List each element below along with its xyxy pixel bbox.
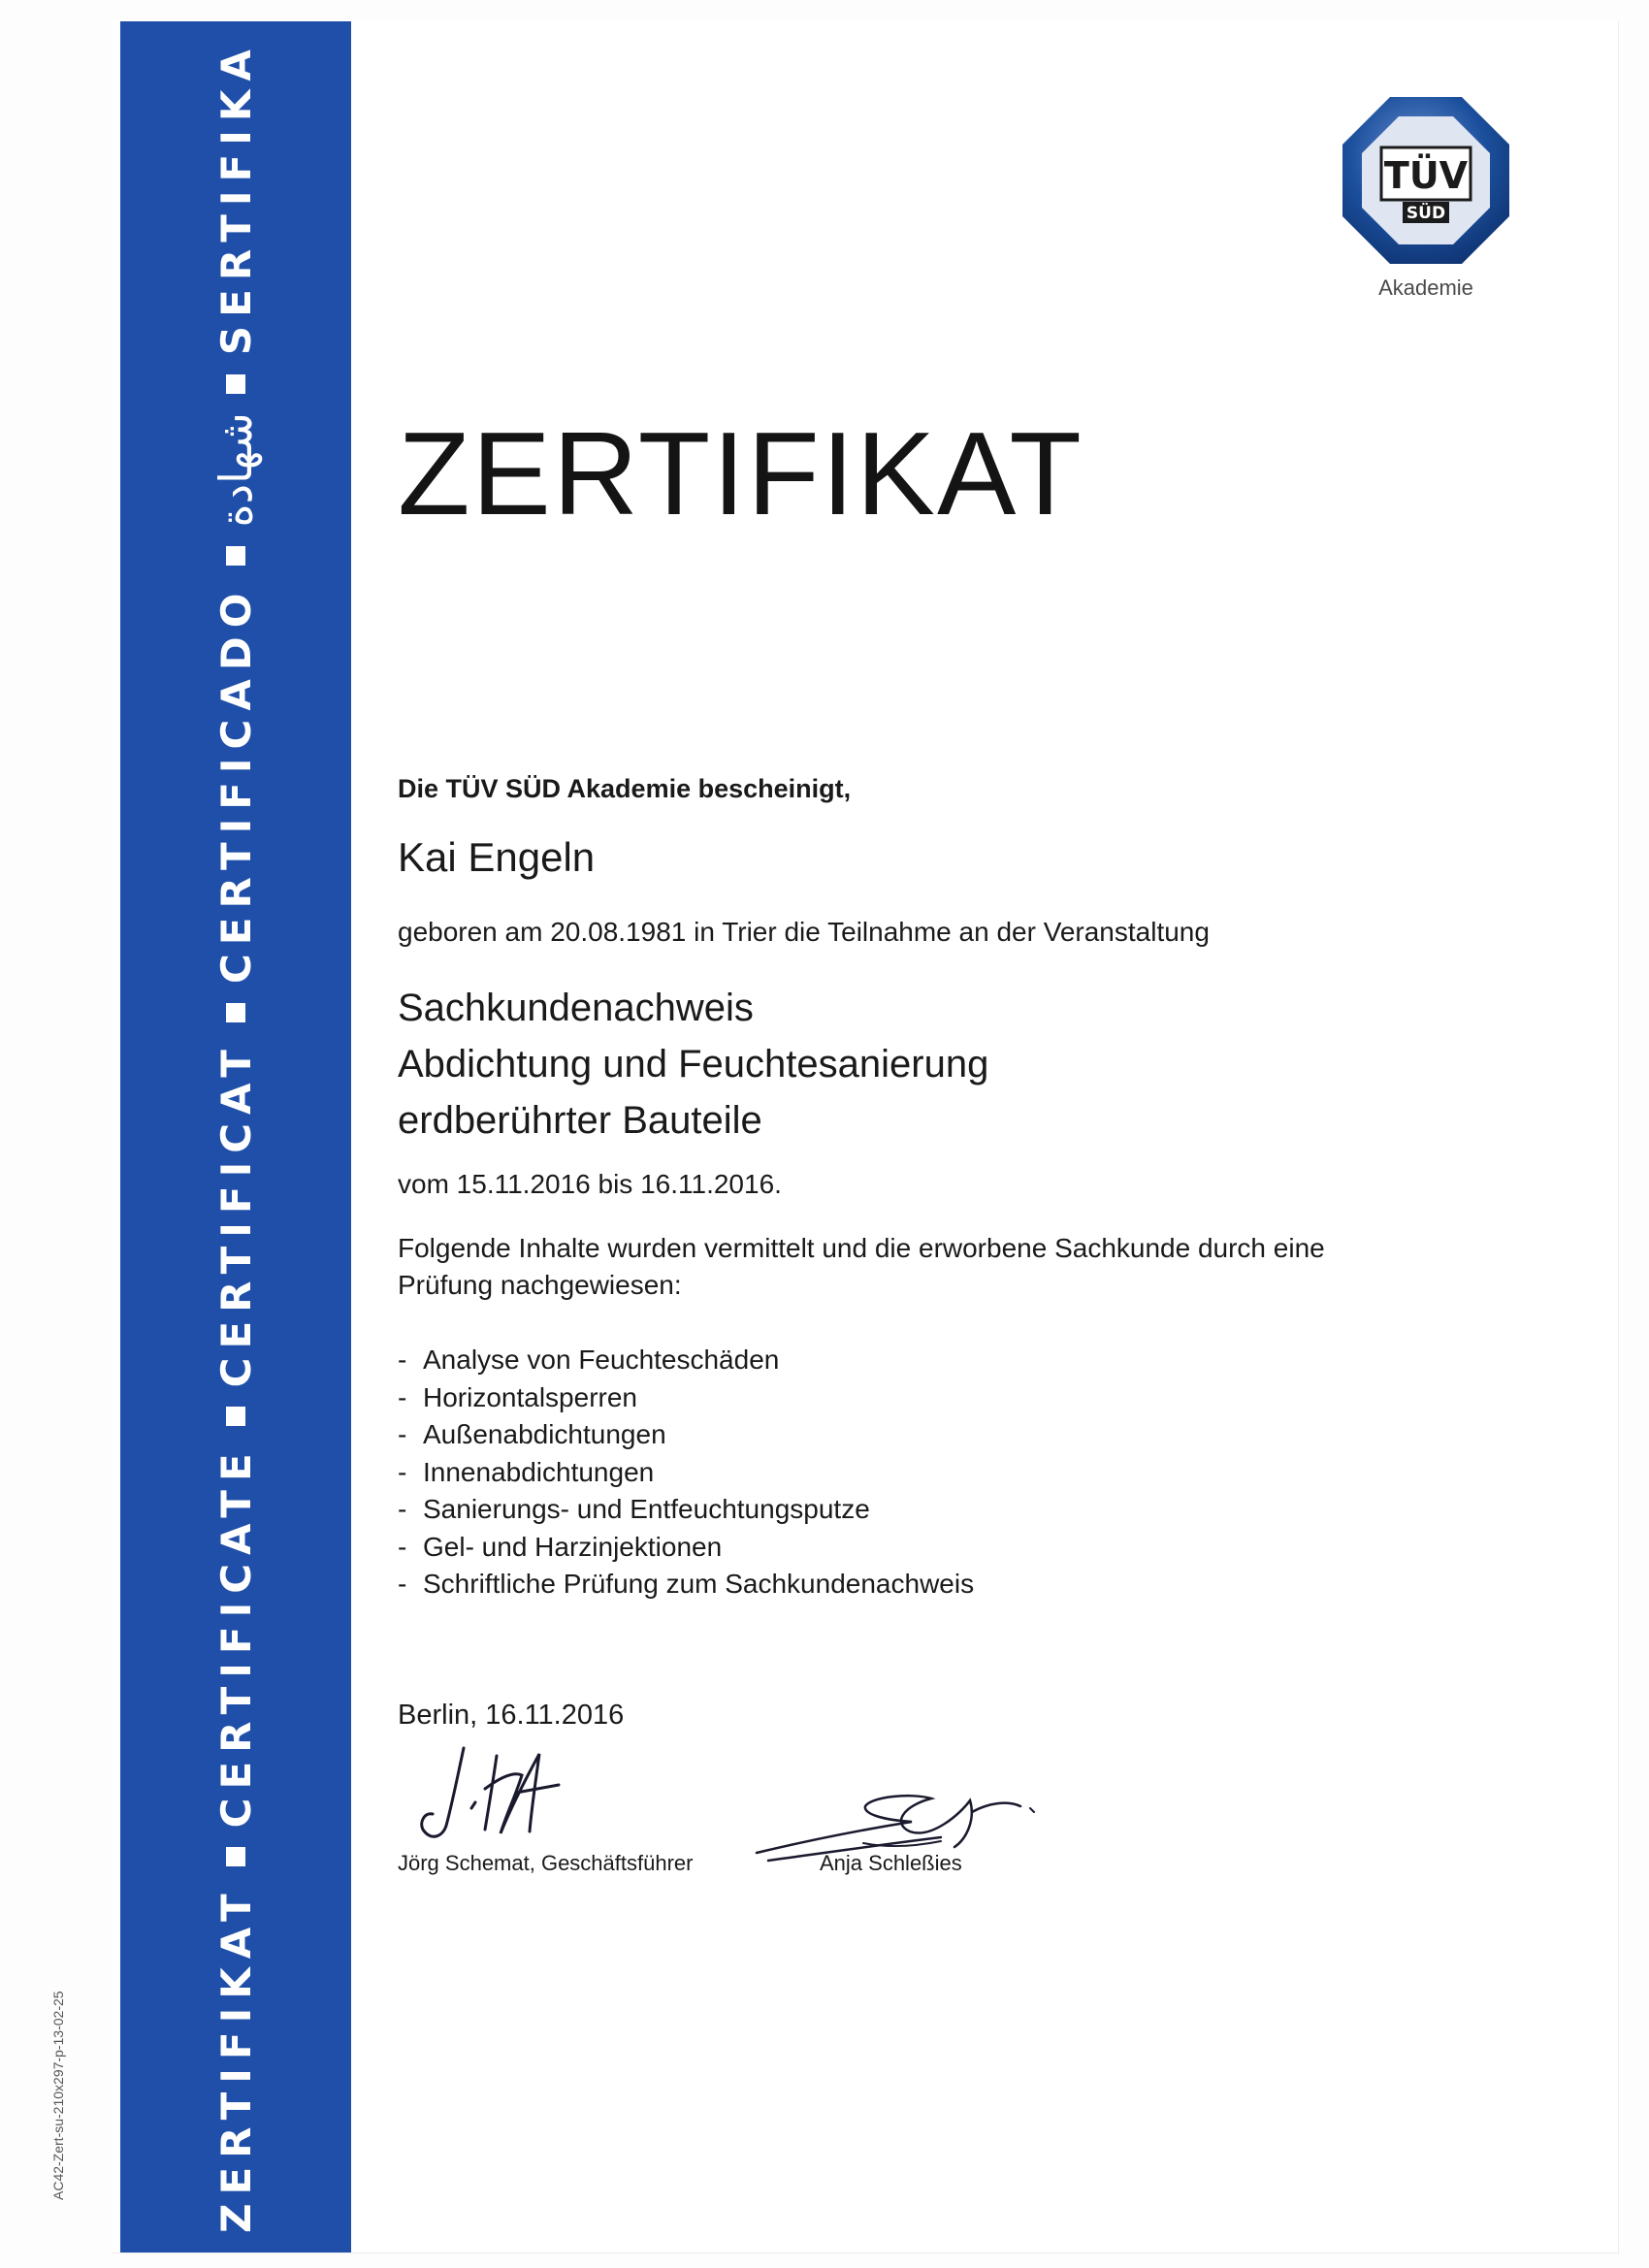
content-line: Prüfung nachgewiesen: [398,1270,682,1300]
band-word-sertifika: SERTIFIKA [211,41,260,356]
band-square-icon [226,1847,245,1866]
birth-line: geboren am 20.08.1981 in Trier die Teilnahme an der Veranstaltung [398,917,1210,947]
list-item: - Horizontalsperren [398,1379,974,1417]
band-word-certificate: CERTIFICATE [211,1444,260,1829]
content-statement [398,1230,1325,1304]
band-square-icon [226,1003,245,1022]
list-item: - Schriftliche Prüfung zum Sachkundenachweis [398,1566,974,1604]
topic-list [398,1342,974,1604]
signature-schemat [407,1736,630,1853]
course-title [398,980,988,1149]
logo-sud-text: SÜD [1406,204,1446,223]
band-square-icon [226,374,245,394]
logo-caption: Akademie [1378,275,1473,300]
band-square-icon [226,546,245,566]
band-word-certificado: CERTIFICADO [211,584,260,985]
course-period: vom 15.11.2016 bis 16.11.2016. [398,1169,782,1199]
band-square-icon [226,1407,245,1426]
band-word-zertifikat: ZERTIFIKAT [211,1885,260,2233]
content-line: Folgende Inhalte wurden vermittelt und die erworbene Sachkunde durch eine [398,1233,1325,1263]
course-line: Abdichtung und Feuchtesanierung [398,1043,989,1085]
list-item: - Gel- und Harzinjektionen [398,1529,974,1567]
place-and-date: Berlin, 16.11.2016 [398,1700,625,1731]
list-item: - Sanierungs- und Entfeuchtungsputze [398,1491,974,1529]
certificate-title: ZERTIFIKAT [398,407,1083,539]
tuv-octagon-icon [1339,93,1513,268]
side-band [120,21,351,2252]
recipient-name: Kai Engeln [398,834,596,880]
course-line: Sachkundenachweis [398,987,754,1029]
intro-line: Die TÜV SÜD Akademie bescheinigt, [398,774,852,803]
list-item: - Analyse von Feuchteschäden [398,1342,974,1379]
signatory-1: Jörg Schemat, Geschäftsführer [398,1851,694,1875]
list-item: - Innenabdichtungen [398,1454,974,1492]
logo-tuv-text: TÜV [1383,154,1469,197]
list-item: - Außenabdichtungen [398,1416,974,1454]
tuv-sud-logo [1339,93,1513,300]
signatory-2: Anja Schleßies [820,1851,962,1875]
band-text [187,41,284,2233]
course-line: erdberührter Bauteile [398,1099,762,1142]
document-code: AC42-Zert-su-210x297-p-13-02-25 [50,1991,66,2200]
band-word-shahada: شهادة [210,412,262,528]
band-word-certificat: CERTIFICAT [211,1041,260,1388]
